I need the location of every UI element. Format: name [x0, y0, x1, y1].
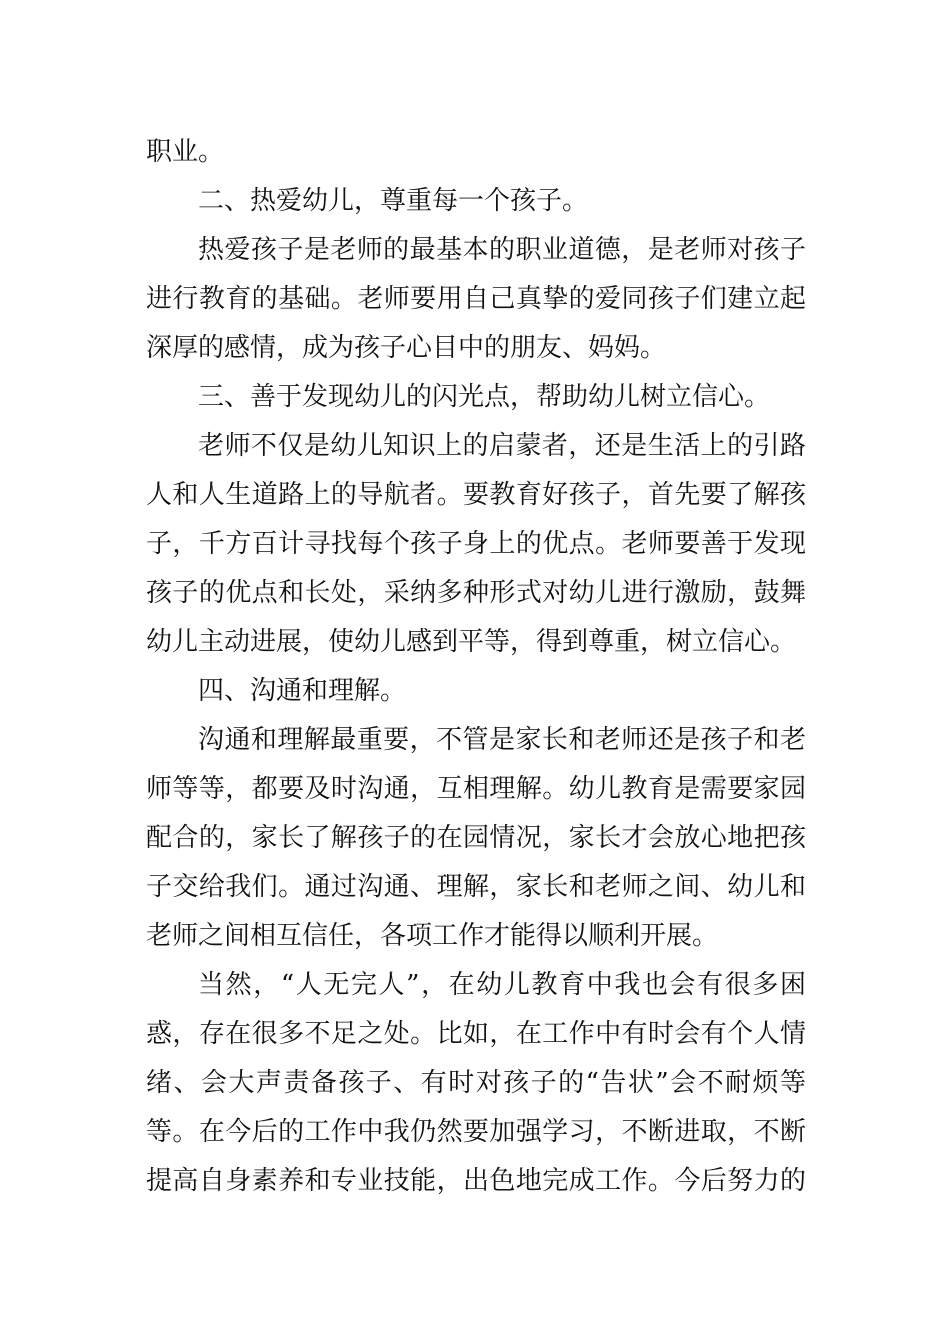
text-line: 职业。 — [146, 137, 225, 167]
text-line: 等。在今后的工作中我仍然要加强学习，不断进取，不断 — [146, 1117, 806, 1147]
text-line: 子，千方百计寻找每个孩子身上的优点。老师要善于发现 — [146, 529, 806, 559]
text-line: 热爱孩子是老师的最基本的职业道德，是老师对孩子 — [198, 235, 806, 265]
text-line: 老师不仅是幼儿知识上的启蒙者，还是生活上的引路 — [198, 431, 806, 461]
text-line: 孩子的优点和长处，采纳多种形式对幼儿进行激励，鼓舞 — [146, 578, 806, 608]
text-line: 老师之间相互信任，各项工作才能得以顺利开展。 — [146, 921, 719, 951]
text-line: 配合的，家长了解孩子的在园情况，家长才会放心地把孩 — [146, 823, 806, 853]
text-line: 惑，存在很多不足之处。比如，在工作中有时会有个人情 — [146, 1019, 806, 1049]
text-line: 深厚的感情，成为孩子心目中的朋友、妈妈。 — [146, 333, 667, 363]
text-line: 人和人生道路上的导航者。要教育好孩子，首先要了解孩 — [146, 480, 806, 510]
text-line: 当然，“人无完人”，在幼儿教育中我也会有很多困 — [198, 970, 806, 1000]
text-line: 绪、会大声责备孩子、有时对孩子的“告状”会不耐烦等 — [146, 1068, 806, 1098]
section-heading: 三、善于发现幼儿的闪光点，帮助幼儿树立信心。 — [198, 382, 771, 412]
text-line: 提高自身素养和专业技能，出色地完成工作。今后努力的 — [146, 1166, 806, 1196]
text-line: 进行教育的基础。老师要用自己真挚的爱同孩子们建立起 — [146, 284, 806, 314]
section-heading: 二、热爱幼儿，尊重每一个孩子。 — [198, 186, 589, 216]
text-line: 沟通和理解最重要，不管是家长和老师还是孩子和老 — [198, 725, 806, 755]
document-body — [146, 128, 806, 1206]
section-heading: 四、沟通和理解。 — [198, 676, 407, 706]
text-line: 幼儿主动进展，使幼儿感到平等，得到尊重，树立信心。 — [146, 627, 797, 657]
text-line: 师等等，都要及时沟通，互相理解。幼儿教育是需要家园 — [146, 774, 806, 804]
text-line: 子交给我们。通过沟通、理解，家长和老师之间、幼儿和 — [146, 872, 806, 902]
